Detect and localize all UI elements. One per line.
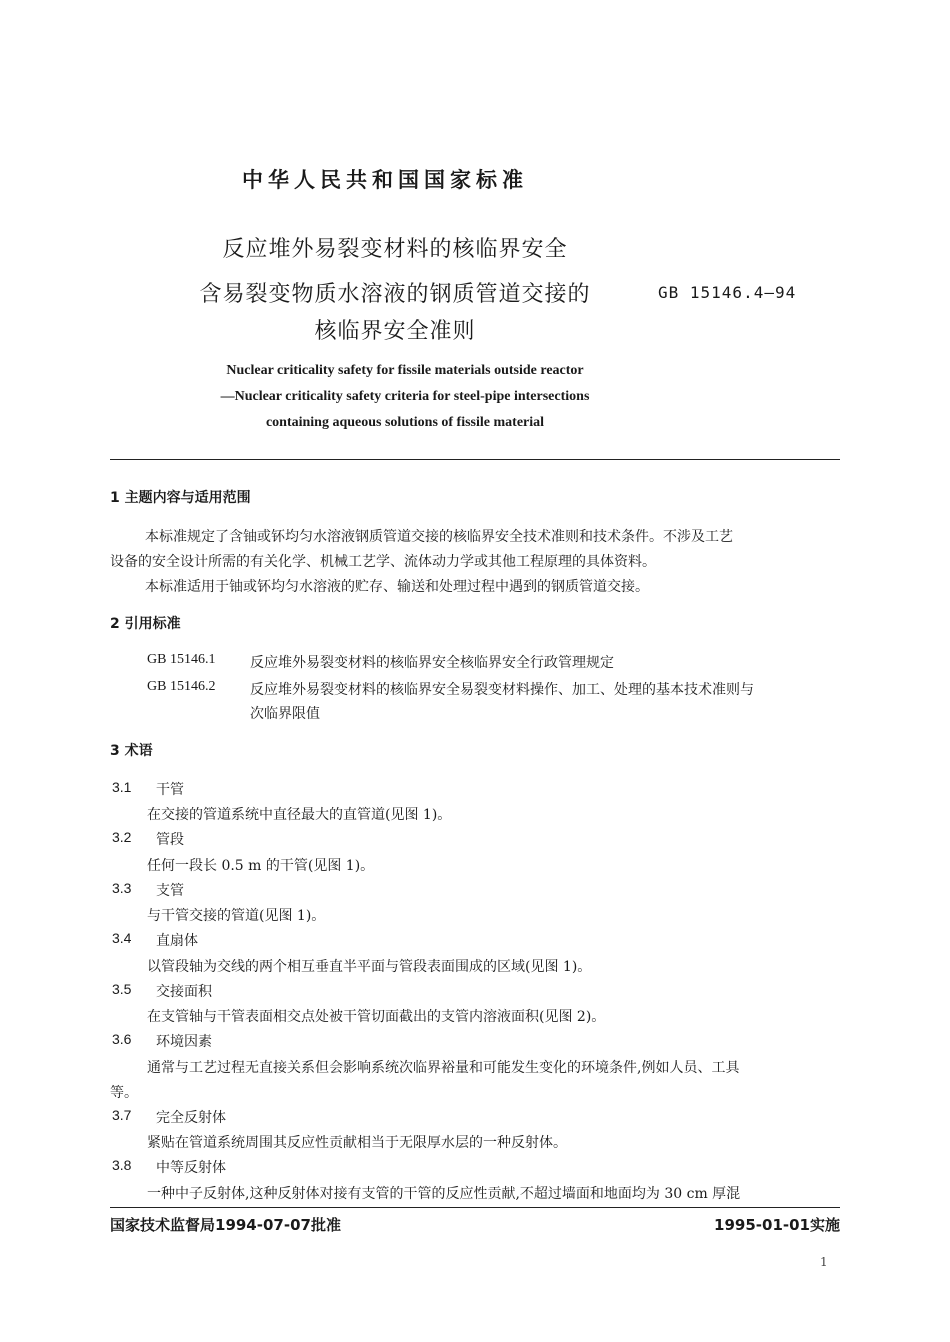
section-1-para-2: 本标准适用于铀或钚均匀水溶液的贮存、输送和处理过程中遇到的钢质管道交接。 (145, 579, 649, 595)
title-en-line-3: containing aqueous solutions of fissile material (265, 415, 545, 430)
approval-line: 国家技术监督局1994-07-07批准 (110, 1216, 341, 1234)
term-number: 3.5 (112, 981, 132, 997)
title-cn-line-2: 含易裂变物质水溶液的钢质管道交接的 (199, 282, 591, 307)
term-number: 3.8 (112, 1157, 132, 1173)
reference-title: 反应堆外易裂变材料的核临界安全易裂变材料操作、加工、处理的基本技术准则与 (250, 682, 754, 698)
standard-code: GB 15146.4—94 (658, 283, 797, 302)
term-number: 3.7 (112, 1107, 132, 1123)
footer-divider (110, 1207, 840, 1208)
reference-title: 反应堆外易裂变材料的核临界安全核临界安全行政管理规定 (250, 655, 614, 671)
term-name: 中等反射体 (156, 1160, 226, 1176)
term-name: 管段 (156, 832, 184, 848)
term-definition: 一种中子反射体,这种反射体对接有支管的干管的反应性贡献,不超过墙面和地面均为 30 cm 厚混 (147, 1186, 741, 1202)
section-1-para-1-line-2: 设备的安全设计所需的有关化学、机械工艺学、流体动力学或其他工程原理的具体资料。 (110, 554, 656, 570)
term-definition: 与干管交接的管道(见图 1)。 (147, 908, 326, 924)
title-cn-line-1: 反应堆外易裂变材料的核临界安全 (222, 237, 568, 262)
title-cn-line-3: 核临界安全准则 (314, 319, 476, 344)
effective-date-line: 1995-01-01实施 (714, 1216, 840, 1234)
term-definition: 在支管轴与干管表面相交点处被干管切面截出的支管内溶液面积(见图 2)。 (147, 1009, 606, 1025)
term-name: 完全反射体 (156, 1110, 226, 1126)
term-name: 支管 (156, 883, 184, 899)
section-2-heading: 2 引用标准 (110, 616, 181, 632)
term-definition: 通常与工艺过程无直接关系但会影响系统次临界裕量和可能发生变化的环境条件,例如人员、工具 (147, 1060, 740, 1076)
title-en-line-2: —Nuclear criticality safety criteria for steel-pipe intersections (220, 389, 590, 404)
header-divider (110, 459, 840, 460)
section-3-heading: 3 术语 (110, 743, 153, 759)
term-number: 3.3 (112, 880, 132, 896)
term-number: 3.6 (112, 1031, 132, 1047)
section-1-heading: 1 主题内容与适用范围 (110, 490, 251, 506)
reference-code: GB 15146.2 (147, 679, 216, 694)
page-number: 1 (820, 1255, 828, 1269)
term-name: 环境因素 (156, 1034, 212, 1050)
term-number: 3.4 (112, 930, 132, 946)
title-en-line-1: Nuclear criticality safety for fissile materials outside reactor (226, 363, 584, 378)
term-definition: 在交接的管道系统中直径最大的直管道(见图 1)。 (147, 807, 452, 823)
reference-code: GB 15146.1 (147, 652, 216, 667)
term-number: 3.2 (112, 829, 132, 845)
term-definition: 任何一段长 0.5 m 的干管(见图 1)。 (147, 858, 375, 874)
section-1-para-1-line-1: 本标准规定了含铀或钚均匀水溶液钢质管道交接的核临界安全技术准则和技术条件。不涉及工艺 (145, 529, 733, 545)
term-name: 交接面积 (156, 984, 212, 1000)
term-definition-continued: 等。 (110, 1085, 138, 1101)
reference-title-continued: 次临界限值 (250, 706, 320, 722)
term-name: 干管 (156, 782, 184, 798)
term-number: 3.1 (112, 779, 132, 795)
term-definition: 以管段轴为交线的两个相互垂直半平面与管段表面围成的区域(见图 1)。 (147, 959, 592, 975)
term-definition: 紧贴在管道系统周围其反应性贡献相当于无限厚水层的一种反射体。 (147, 1135, 567, 1151)
term-name: 直扇体 (156, 933, 198, 949)
national-standard-heading: 中华人民共和国国家标准 (242, 168, 528, 192)
